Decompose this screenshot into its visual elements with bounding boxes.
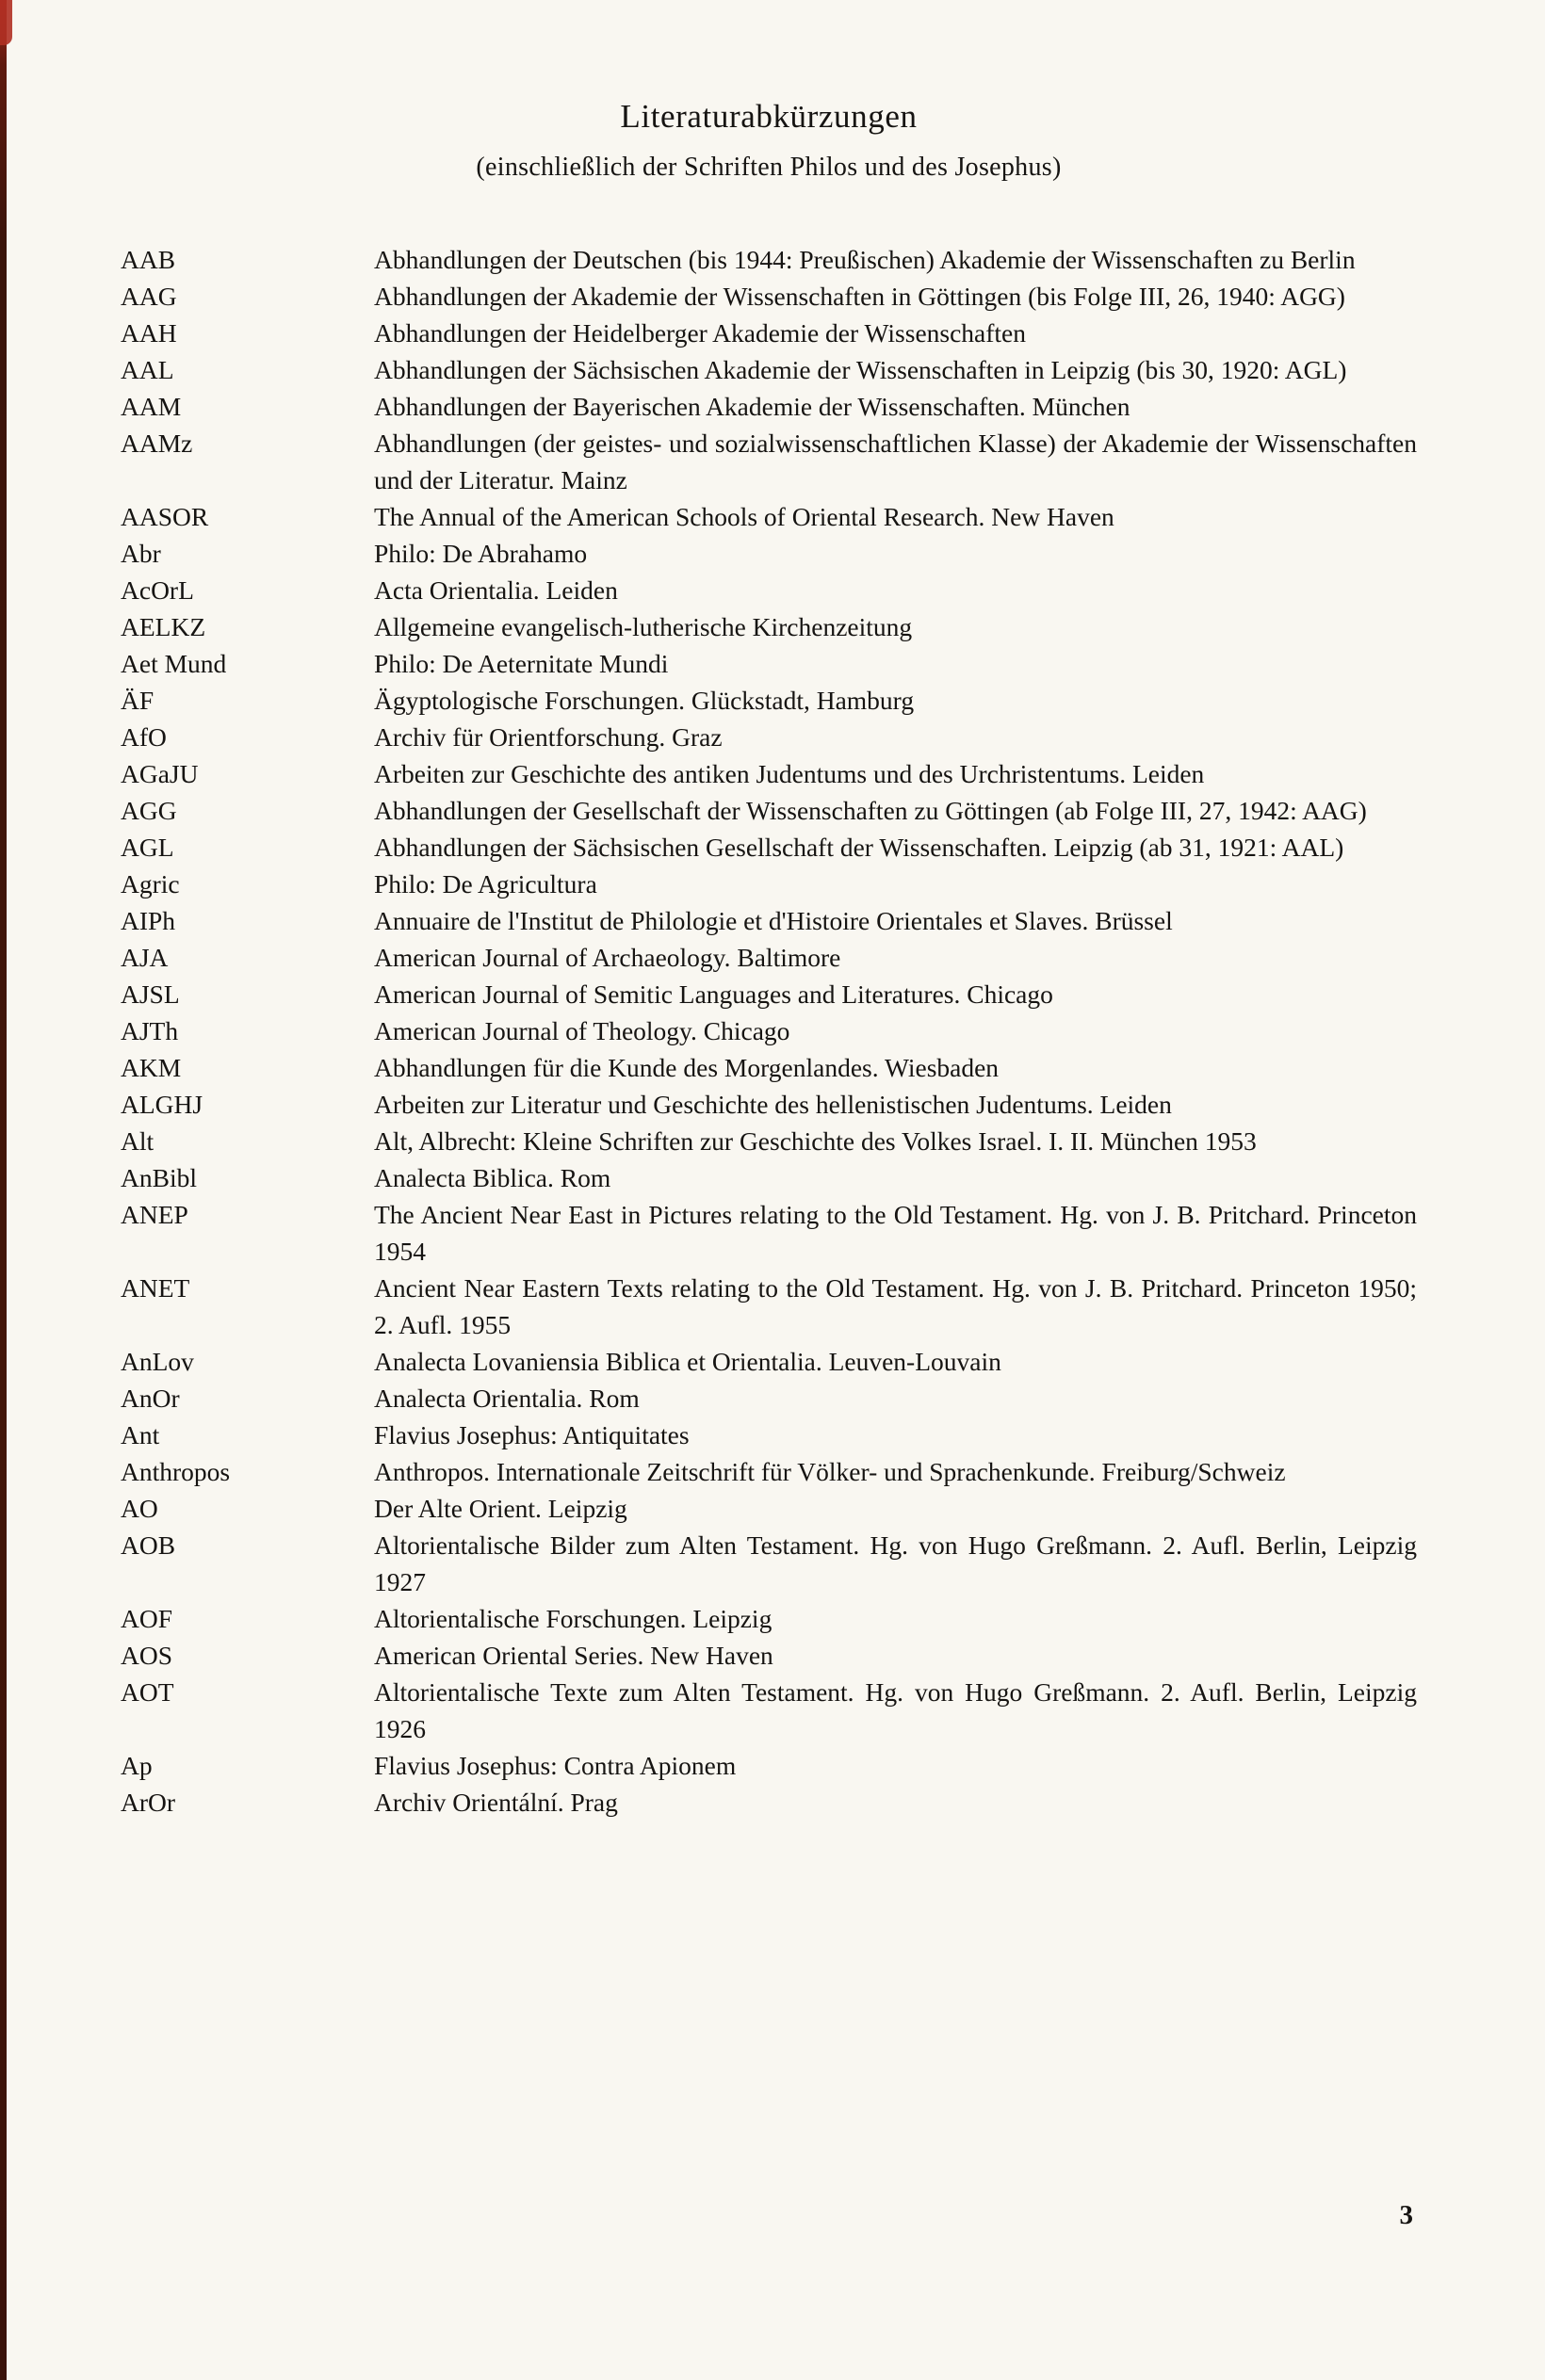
abbreviation-definition: American Journal of Theology. Chicago [374, 1016, 790, 1045]
abbreviation-definition: American Journal of Archaeology. Baltimore [374, 943, 841, 972]
abbreviation-entry [121, 1086, 1417, 1123]
abbreviation-entry [121, 1270, 1417, 1343]
abbreviation-entry [121, 1343, 1417, 1380]
abbreviation-definition: Philo: De Abrahamo [374, 539, 588, 568]
abbreviation-entry [121, 388, 1417, 425]
abbreviation-definition: Archiv Orientální. Prag [374, 1788, 618, 1817]
abbreviation-term: Aet Mund [121, 649, 227, 678]
abbreviation-entry [121, 682, 1417, 719]
abbreviation-entry [121, 939, 1417, 976]
abbreviation-definition: Arbeiten zur Geschichte des antiken Judentums und des Urchristentums. Leiden [374, 759, 1205, 788]
abbreviation-list [121, 241, 1417, 1821]
abbreviation-term: Agric [121, 869, 180, 899]
abbreviation-definition: Abhandlungen der Heidelberger Akademie der Wissenschaften [374, 318, 1027, 348]
abbreviation-definition: Anthropos. Internationale Zeitschrift für Völker- und Sprachenkunde. Freiburg/Schweiz [374, 1457, 1286, 1486]
abbreviation-term: Anthropos [121, 1457, 231, 1486]
abbreviation-term: AcOrL [121, 575, 194, 605]
abbreviation-definition: Alt, Albrecht: Kleine Schriften zur Geschichte des Volkes Israel. I. II. München 1953 [374, 1126, 1257, 1156]
abbreviation-entry [121, 1674, 1417, 1747]
abbreviation-entry [121, 1637, 1417, 1674]
abbreviation-definition: Analecta Orientalia. Rom [374, 1384, 640, 1413]
abbreviation-term: AAB [121, 245, 176, 274]
abbreviation-term: ALGHJ [121, 1090, 203, 1119]
text-block [121, 96, 1417, 1821]
abbreviation-entry [121, 1527, 1417, 1600]
abbreviation-term: AAM [121, 392, 182, 421]
abbreviation-entry [121, 278, 1417, 315]
abbreviation-definition: Ägyptologische Forschungen. Glückstadt, Hamburg [374, 686, 915, 715]
abbreviation-entry [121, 902, 1417, 939]
abbreviation-entry [121, 792, 1417, 829]
abbreviation-entry [121, 1049, 1417, 1086]
abbreviation-entry [121, 1453, 1417, 1490]
abbreviation-term: Abr [121, 539, 161, 568]
abbreviation-term: ÄF [121, 686, 154, 715]
abbreviation-entry [121, 241, 1417, 278]
abbreviation-definition: Archiv für Orientforschung. Graz [374, 722, 723, 752]
abbreviation-definition: Altorientalische Bilder zum Alten Testament. Hg. von Hugo Greßmann. 2. Aufl. Berlin, Leipzig 1927 [374, 1530, 1417, 1596]
abbreviation-term: AGL [121, 833, 174, 862]
abbreviation-term: Ap [121, 1751, 153, 1780]
abbreviation-definition: Abhandlungen der Bayerischen Akademie der Wissenschaften. München [374, 392, 1130, 421]
abbreviation-definition: The Annual of the American Schools of Oriental Research. New Haven [374, 502, 1114, 531]
abbreviation-entry [121, 425, 1417, 498]
abbreviation-definition: Ancient Near Eastern Texts relating to the Old Testament. Hg. von J. B. Pritchard. Princeton 1950; 2. Aufl. 1955 [374, 1273, 1417, 1339]
abbreviation-term: AASOR [121, 502, 209, 531]
abbreviation-term: AJSL [121, 980, 180, 1009]
abbreviation-term: AAG [121, 282, 177, 311]
abbreviation-entry [121, 315, 1417, 351]
abbreviation-term: Ant [121, 1420, 160, 1449]
abbreviation-definition: American Journal of Semitic Languages and Literatures. Chicago [374, 980, 1053, 1009]
abbreviation-term: AJA [121, 943, 169, 972]
abbreviation-definition: Acta Orientalia. Leiden [374, 575, 618, 605]
abbreviation-term: ANET [121, 1273, 190, 1303]
page-number: 3 [1399, 2200, 1413, 2230]
abbreviation-entry [121, 572, 1417, 608]
abbreviation-entry [121, 1490, 1417, 1527]
abbreviation-definition: Annuaire de l'Institut de Philologie et d'Histoire Orientales et Slaves. Brüssel [374, 906, 1173, 935]
abbreviation-definition: Abhandlungen (der geistes- und sozialwissenschaftlichen Klasse) der Akademie der Wissenschaften und der Literatur. Mainz [374, 429, 1417, 494]
abbreviation-definition: Der Alte Orient. Leipzig [374, 1494, 627, 1523]
abbreviation-definition: Arbeiten zur Literatur und Geschichte des hellenistischen Judentums. Leiden [374, 1090, 1172, 1119]
abbreviation-term: AAH [121, 318, 177, 348]
abbreviation-entry [121, 755, 1417, 792]
scan-edge-shadow [0, 0, 7, 2380]
abbreviation-entry [121, 1784, 1417, 1821]
abbreviation-definition: Altorientalische Texte zum Alten Testament. Hg. von Hugo Greßmann. 2. Aufl. Berlin, Leipzig 1926 [374, 1677, 1417, 1743]
abbreviation-definition: Abhandlungen für die Kunde des Morgenlandes. Wiesbaden [374, 1053, 1000, 1082]
abbreviation-definition: American Oriental Series. New Haven [374, 1641, 773, 1670]
abbreviation-term: AOF [121, 1604, 173, 1633]
abbreviation-entry [121, 719, 1417, 755]
abbreviation-definition: Abhandlungen der Deutschen (bis 1944: Preußischen) Akademie der Wissenschaften zu Berlin [374, 245, 1356, 274]
abbreviation-entry [121, 1123, 1417, 1159]
abbreviation-term: AELKZ [121, 612, 206, 641]
abbreviation-term: ANEP [121, 1200, 188, 1229]
abbreviation-term: AO [121, 1494, 158, 1523]
abbreviation-entry [121, 1600, 1417, 1637]
abbreviation-term: AGG [121, 796, 177, 825]
abbreviation-definition: The Ancient Near East in Pictures relating to the Old Testament. Hg. von J. B. Pritchard. Princeton 1954 [374, 1200, 1417, 1266]
abbreviation-definition: Abhandlungen der Gesellschaft der Wissenschaften zu Göttingen (ab Folge III, 27, 1942: AAG) [374, 796, 1367, 825]
abbreviation-term: AfO [121, 722, 167, 752]
abbreviation-entry [121, 608, 1417, 645]
abbreviation-entry [121, 498, 1417, 535]
abbreviation-entry [121, 976, 1417, 1012]
page-title: Literaturabkürzungen [620, 98, 918, 135]
abbreviation-definition: Abhandlungen der Sächsischen Gesellschaft der Wissenschaften. Leipzig (ab 31, 1921: AAL) [374, 833, 1344, 862]
abbreviation-term: AIPh [121, 906, 176, 935]
abbreviation-definition: Flavius Josephus: Contra Apionem [374, 1751, 737, 1780]
abbreviation-term: AnBibl [121, 1163, 197, 1192]
abbreviation-entry [121, 1747, 1417, 1784]
abbreviation-definition: Flavius Josephus: Antiquitates [374, 1420, 690, 1449]
abbreviation-definition: Philo: De Aeternitate Mundi [374, 649, 669, 678]
abbreviation-term: AGaJU [121, 759, 199, 788]
scan-corner-mark [0, 0, 12, 45]
abbreviation-definition: Abhandlungen der Akademie der Wissenschaften in Göttingen (bis Folge III, 26, 1940: AGG) [374, 282, 1345, 311]
abbreviation-definition: Philo: De Agricultura [374, 869, 597, 899]
abbreviation-term: Alt [121, 1126, 154, 1156]
abbreviation-term: AJTh [121, 1016, 179, 1045]
abbreviation-term: AnOr [121, 1384, 180, 1413]
abbreviation-entry [121, 829, 1417, 866]
abbreviation-entry [121, 1196, 1417, 1270]
abbreviation-term: AnLov [121, 1347, 194, 1376]
abbreviation-entry [121, 866, 1417, 902]
page-subtitle: (einschließlich der Schriften Philos und des Josephus) [476, 153, 1062, 182]
abbreviation-entry [121, 1417, 1417, 1453]
abbreviation-term: ArOr [121, 1788, 176, 1817]
abbreviation-definition: Abhandlungen der Sächsischen Akademie der Wissenschaften in Leipzig (bis 30, 1920: AGL) [374, 355, 1347, 384]
abbreviation-entry [121, 1159, 1417, 1196]
abbreviation-definition: Analecta Biblica. Rom [374, 1163, 611, 1192]
abbreviation-entry [121, 351, 1417, 388]
abbreviation-definition: Analecta Lovaniensia Biblica et Orientalia. Leuven-Louvain [374, 1347, 1001, 1376]
abbreviation-term: AOS [121, 1641, 173, 1670]
abbreviation-term: AKM [121, 1053, 182, 1082]
abbreviation-definition: Allgemeine evangelisch-lutherische Kirchenzeitung [374, 612, 913, 641]
abbreviation-entry [121, 645, 1417, 682]
abbreviation-entry [121, 1380, 1417, 1417]
abbreviation-term: AAL [121, 355, 174, 384]
abbreviation-term: AOB [121, 1530, 176, 1560]
abbreviation-definition: Altorientalische Forschungen. Leipzig [374, 1604, 772, 1633]
abbreviation-term: AOT [121, 1677, 174, 1707]
abbreviation-entry [121, 1012, 1417, 1049]
abbreviation-term: AAMz [121, 429, 193, 458]
abbreviation-entry [121, 535, 1417, 572]
